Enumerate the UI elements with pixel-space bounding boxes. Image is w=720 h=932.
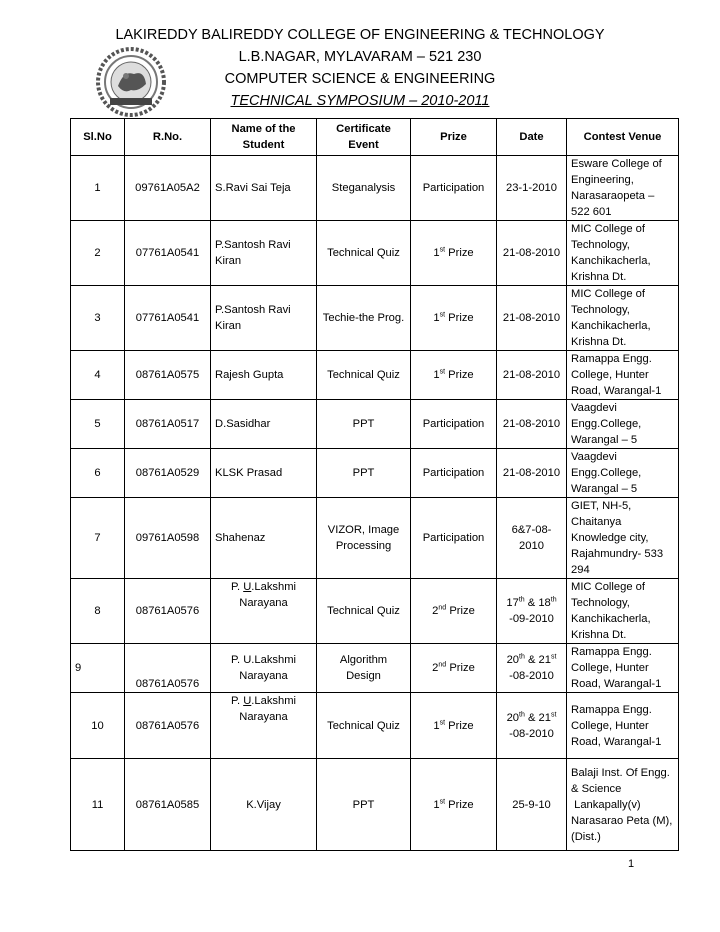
symposium-results-table [70, 118, 679, 851]
cell-prize: Participation [411, 498, 497, 579]
cell-event: Algorithm Design [317, 644, 411, 693]
cell-rno: 08761A0529 [125, 449, 211, 498]
cell-venue: MIC College of Technology, Kanchikacherla, Krishna Dt. [567, 221, 679, 286]
table-row [71, 579, 679, 644]
table-row [71, 693, 679, 759]
cell-name: P.Santosh Ravi Kiran [211, 221, 317, 286]
cell-venue: Esware College of Engineering, Narasaraopeta – 522 601 [567, 156, 679, 221]
cell-prize: Participation [411, 400, 497, 449]
college-address: L.B.NAGAR, MYLAVARAM – 521 230 [238, 49, 482, 65]
cell-slno: 5 [71, 400, 125, 449]
table-header-row [71, 119, 679, 156]
col-header-prize: Prize [411, 119, 497, 156]
col-header-slno: Sl.No [71, 119, 125, 156]
cell-name: K.Vijay [211, 759, 317, 851]
table-row [71, 286, 679, 351]
cell-event: PPT [317, 449, 411, 498]
table-row [71, 449, 679, 498]
table-row [71, 400, 679, 449]
cell-prize: 1st Prize [411, 221, 497, 286]
cell-rno: 08761A0576 [125, 693, 211, 759]
table-row [71, 759, 679, 851]
cell-date: 20th & 21st -08-2010 [497, 693, 567, 759]
cell-date: 6&7-08-2010 [497, 498, 567, 579]
cell-name: D.Sasidhar [211, 400, 317, 449]
cell-venue: Ramappa Engg. College, Hunter Road, Warangal-1 [567, 644, 679, 693]
cell-slno: 4 [71, 351, 125, 400]
col-header-name: Name of the Student [211, 119, 317, 156]
cell-name: P. U.Lakshmi Narayana [211, 644, 317, 693]
table-row [71, 156, 679, 221]
cell-date: 25-9-10 [497, 759, 567, 851]
cell-prize: 1st Prize [411, 286, 497, 351]
cell-rno: 08761A0576 [125, 579, 211, 644]
symposium-title: TECHNICAL SYMPOSIUM – 2010-2011 [230, 93, 490, 109]
cell-prize: 2nd Prize [411, 579, 497, 644]
cell-slno: 9 [71, 644, 125, 693]
cell-event: Technical Quiz [317, 351, 411, 400]
cell-event: PPT [317, 759, 411, 851]
cell-prize: Participation [411, 156, 497, 221]
cell-slno: 7 [71, 498, 125, 579]
cell-event: Steganalysis [317, 156, 411, 221]
cell-rno: 09761A05A2 [125, 156, 211, 221]
cell-event: VIZOR, Image Processing [317, 498, 411, 579]
cell-slno: 6 [71, 449, 125, 498]
cell-date: 23-1-2010 [497, 156, 567, 221]
col-header-venue: Contest Venue [567, 119, 679, 156]
cell-venue: Ramappa Engg. College, Hunter Road, Warangal-1 [567, 351, 679, 400]
cell-venue: Balaji Inst. Of Engg. & Science Lankapally(v) Narasarao Peta (M), (Dist.) [567, 759, 679, 851]
cell-prize: 1st Prize [411, 351, 497, 400]
cell-name: S.Ravi Sai Teja [211, 156, 317, 221]
cell-venue: GIET, NH-5, Chaitanya Knowledge city, Rajahmundry- 533 294 [567, 498, 679, 579]
table-row [71, 498, 679, 579]
cell-prize: 1st Prize [411, 759, 497, 851]
cell-rno: 08761A0517 [125, 400, 211, 449]
cell-event: Techie-the Prog. [317, 286, 411, 351]
cell-date: 21-08-2010 [497, 400, 567, 449]
cell-date: 21-08-2010 [497, 449, 567, 498]
cell-slno: 2 [71, 221, 125, 286]
cell-event: Technical Quiz [317, 579, 411, 644]
cell-venue: MIC College of Technology, Kanchikacherla, Krishna Dt. [567, 286, 679, 351]
col-header-date: Date [497, 119, 567, 156]
col-header-event: Certificate Event [317, 119, 411, 156]
cell-name: P.Santosh Ravi Kiran [211, 286, 317, 351]
cell-slno: 3 [71, 286, 125, 351]
cell-prize: 2nd Prize [411, 644, 497, 693]
cell-name: P. U.Lakshmi Narayana [211, 693, 317, 759]
cell-date: 21-08-2010 [497, 351, 567, 400]
page-number: 1 [628, 858, 635, 870]
cell-event: Technical Quiz [317, 221, 411, 286]
cell-date: 20th & 21st -08-2010 [497, 644, 567, 693]
cell-slno: 10 [71, 693, 125, 759]
cell-rno: 07761A0541 [125, 286, 211, 351]
table-row [71, 351, 679, 400]
cell-date: 17th & 18th -09-2010 [497, 579, 567, 644]
cell-date: 21-08-2010 [497, 221, 567, 286]
cell-rno: 08761A0585 [125, 759, 211, 851]
cell-prize: 1st Prize [411, 693, 497, 759]
cell-slno: 1 [71, 156, 125, 221]
cell-event: Technical Quiz [317, 693, 411, 759]
table-row [71, 221, 679, 286]
cell-rno: 07761A0541 [125, 221, 211, 286]
cell-venue: MIC College of Technology, Kanchikacherla, Krishna Dt. [567, 579, 679, 644]
cell-name: P. U.Lakshmi Narayana [211, 579, 317, 644]
cell-slno: 11 [71, 759, 125, 851]
document-header [0, 24, 720, 112]
cell-name: KLSK Prasad [211, 449, 317, 498]
cell-prize: Participation [411, 449, 497, 498]
cell-venue: Vaagdevi Engg.College, Warangal – 5 [567, 449, 679, 498]
cell-venue: Ramappa Engg. College, Hunter Road, Warangal-1 [567, 693, 679, 759]
cell-name: Shahenaz [211, 498, 317, 579]
cell-rno: 08761A0576 [125, 644, 211, 693]
cell-date: 21-08-2010 [497, 286, 567, 351]
cell-event: PPT [317, 400, 411, 449]
department-name: COMPUTER SCIENCE & ENGINEERING [224, 71, 496, 87]
col-header-rno: R.No. [125, 119, 211, 156]
cell-name: Rajesh Gupta [211, 351, 317, 400]
cell-rno: 09761A0598 [125, 498, 211, 579]
cell-rno: 08761A0575 [125, 351, 211, 400]
cell-venue: Vaagdevi Engg.College, Warangal – 5 [567, 400, 679, 449]
table-row [71, 644, 679, 693]
cell-slno: 8 [71, 579, 125, 644]
college-name: LAKIREDDY BALIREDDY COLLEGE OF ENGINEERING & TECHNOLOGY [115, 27, 605, 43]
